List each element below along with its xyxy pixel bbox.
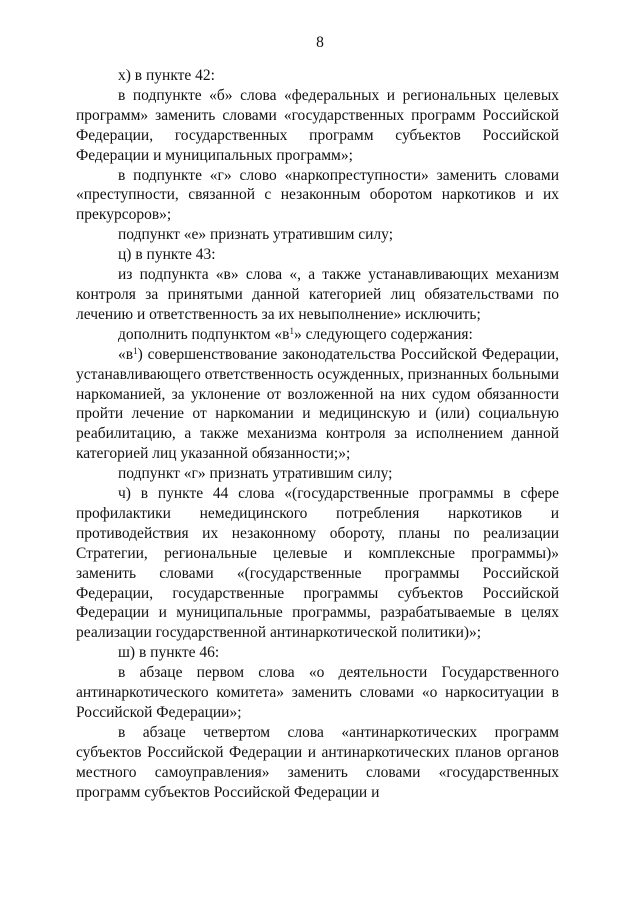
text-segment: «в (118, 345, 134, 363)
paragraph-item-ch: ч) в пункте 44 слова «(государственные программы в сфере профилактики немедицинского потребления наркотиков и противодействия их незаконному обороту, планы по реализации Стратегии, региональные целевые и комплексные программы)» заменить словами «(государственные программы Российской Федерации, государственные программы субъектов Российской Федерации и муниципальные программы, разрабатываемые в целях реализации государственной антинаркотической политики)»; (76, 485, 559, 642)
paragraph-item-42e: подпункт «е» признать утратившим силу; (118, 226, 394, 244)
paragraph-item-43v1-text (76, 345, 559, 464)
superscript: 1 (133, 345, 138, 356)
page-number: 8 (316, 34, 324, 51)
text-segment: ) совершенствование законодательства Российской Федерации, устанавливающего ответственность осужденных, признанных больными наркоманией, за уклонение от возложенной на них судом обязанности пройти лечение от наркомании и медицинскую и (или) социальную реабилитацию, а также механизма контроля за исполнением данной категорией лиц указанной обязанности;»; (76, 345, 559, 463)
paragraph-item-43g: подпункт «г» признать утратившим силу; (118, 465, 393, 483)
paragraph-item-46-fourth: в абзаце четвертом слова «антинаркотических программ субъектов Российской Федерации и антинаркотических планов органов местного самоуправления» заменить словами «государственных программ субъектов Российской Федерации и (76, 723, 559, 801)
text-segment: » следующего содержания: (293, 325, 473, 343)
paragraph-item-42g: в подпункте «г» слово «наркопреступности» заменить словами «преступности, связанной с незаконным оборотом наркотиков и их прекурсоров»; (76, 166, 559, 224)
text-segment: дополнить подпунктом «в (118, 325, 290, 343)
paragraph-item-43v: из подпункта «в» слова «, а также устанавливающих механизм контроля за принятыми данной категорией лиц обязательствами по лечению и ответственность за их невыполнение» исключить; (76, 266, 559, 323)
paragraph-item-43v1-intro (76, 325, 559, 345)
body-text (76, 66, 559, 803)
paragraph-item-sh: ш) в пункте 46: (118, 644, 220, 662)
paragraph-item-x: х) в пункте 42: (118, 67, 215, 84)
superscript: 1 (289, 325, 294, 336)
paragraph-item-42b: в подпункте «б» слова «федеральных и региональных целевых программ» заменить словами «государственных программ Российской Федерации, государственных программ субъектов Российской Федерации и муниципальных программ»; (76, 86, 559, 164)
paragraph-item-46-first: в абзаце первом слова «о деятельности Государственного антинаркотического комитета» заменить словами «о наркоситуации в Российской Федерации»; (76, 664, 559, 721)
paragraph-item-ts: ц) в пункте 43: (118, 246, 216, 264)
